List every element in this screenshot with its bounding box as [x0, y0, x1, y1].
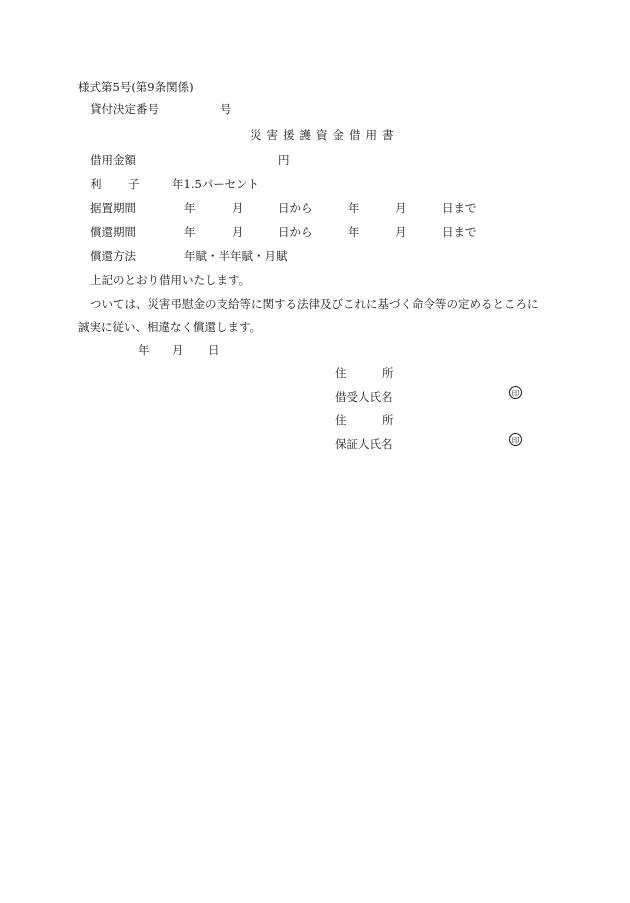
- deferment-start-day: 日から: [278, 201, 313, 215]
- body-text-2: ついては、災害弔慰金の支給等に関する法律及びこれに基づく命令等の定めるところに: [90, 297, 539, 311]
- repayment-start-year: 年: [184, 225, 196, 239]
- form-label: 様式第5号(第9条関係): [78, 80, 194, 94]
- repayment-method-label: 償還方法: [90, 249, 136, 263]
- repayment-start-day: 日から: [278, 225, 313, 239]
- guarantor-address-label-1: 住: [335, 413, 347, 427]
- borrower-address-label-2: 所: [382, 366, 394, 380]
- deferment-start-year: 年: [184, 201, 196, 215]
- deferment-end-day: 日まで: [442, 201, 477, 215]
- guarantor-address-label-2: 所: [382, 413, 394, 427]
- loan-decision-number-unit: 号: [220, 102, 232, 116]
- borrower-address-label-1: 住: [335, 366, 347, 380]
- deferment-start-month: 月: [232, 201, 244, 215]
- date-year: 年: [138, 343, 150, 357]
- document-title: 災害援護資金借用書: [250, 128, 399, 142]
- repayment-end-month: 月: [395, 225, 407, 239]
- interest-label-2: 子: [128, 177, 140, 191]
- interest-value: 年1.5パーセント: [172, 177, 260, 191]
- amount-label: 借用金額: [90, 153, 136, 167]
- deferment-end-month: 月: [395, 201, 407, 215]
- repayment-start-month: 月: [232, 225, 244, 239]
- guarantor-name-label: 保証人氏名: [335, 437, 393, 451]
- repayment-period-label: 償還期間: [90, 225, 136, 239]
- repayment-end-year: 年: [348, 225, 360, 239]
- guarantor-seal-icon: 印: [509, 433, 522, 446]
- date-day: 日: [208, 343, 220, 357]
- interest-label-1: 利: [90, 177, 102, 191]
- repayment-method-value: 年賦・半年賦・月賦: [184, 249, 288, 263]
- borrower-seal-icon: 印: [509, 386, 522, 399]
- body-text-3: 誠実に従い、相違なく償還します。: [78, 320, 262, 334]
- amount-unit: 円: [278, 153, 290, 167]
- body-text-1: 上記のとおり借用いたします。: [90, 273, 251, 287]
- repayment-end-day: 日まで: [442, 225, 477, 239]
- loan-decision-number-label: 貸付決定番号: [90, 102, 159, 116]
- date-month: 月: [172, 343, 184, 357]
- deferment-end-year: 年: [348, 201, 360, 215]
- deferment-label: 据置期間: [90, 201, 136, 215]
- borrower-name-label: 借受人氏名: [335, 390, 393, 404]
